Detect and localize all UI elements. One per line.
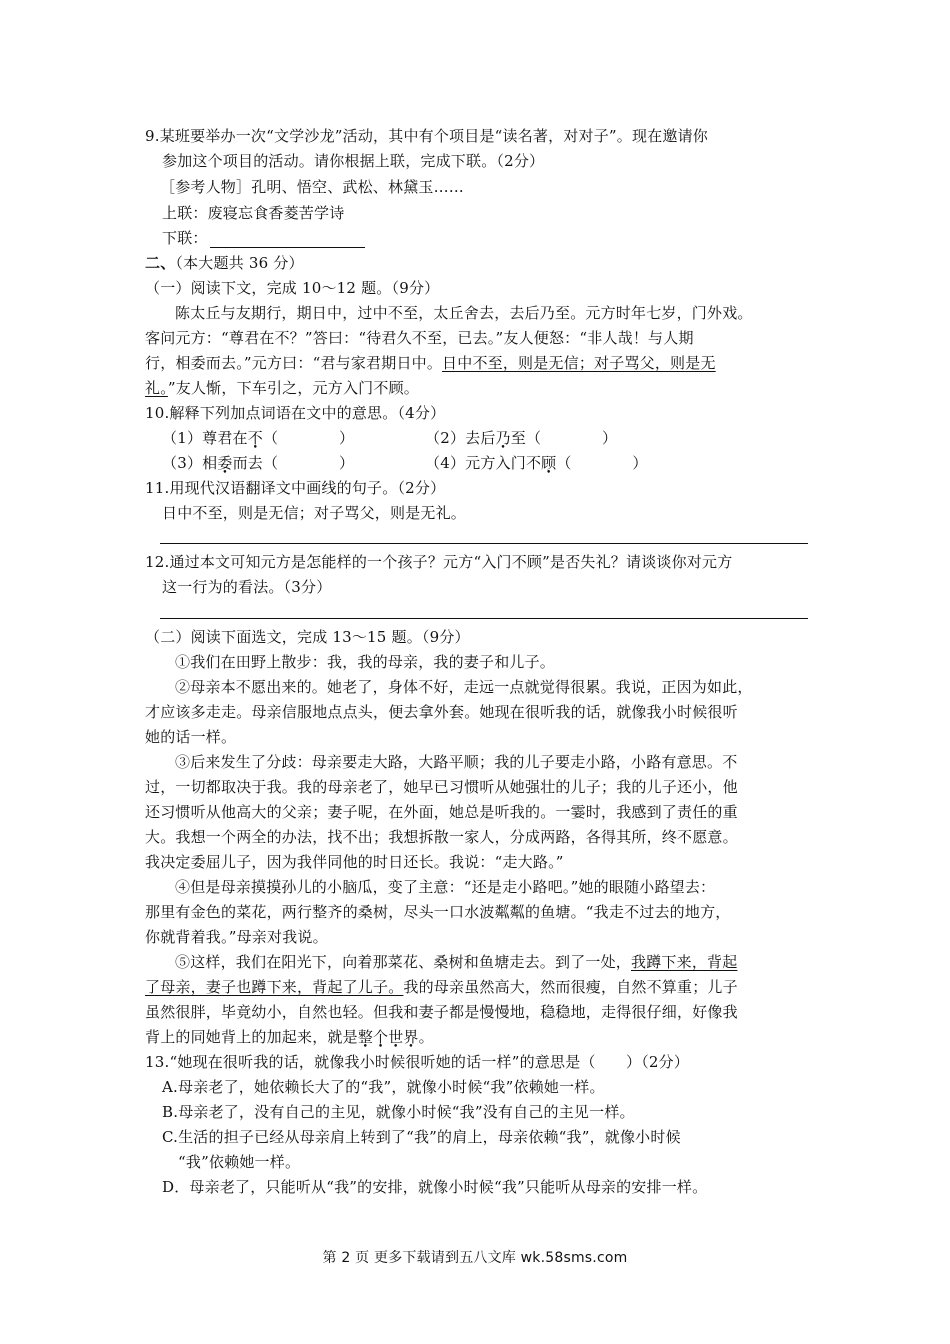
passage-2-para-3-line-2: 过，一切都取决于我。我的母亲老了，她早已习惯听从她强壮的儿子；我的儿子还小，他: [145, 778, 738, 796]
q10-item-1-text: （1）尊君在: [162, 429, 248, 447]
q10-item-3: [162, 453, 354, 473]
passage-2-para-2-line-2: 才应该多走走。母亲信服地点点头，便去拿外套。她现在很听我的话，就像我小时候很听: [145, 703, 738, 721]
q9-line-2: 参加这个项目的活动。请你根据上联，完成下联。（2分）: [162, 152, 545, 170]
q13-option-d[interactable]: D．母亲老了，只能听从“我”的安排，就像小时候“我”只能听从母亲的安排一样。: [162, 1178, 708, 1196]
passage-2-para-3-line-5: 我决定委屈儿子，因为我伴同他的时日还长。我说：“走大路。”: [145, 853, 564, 871]
q10-item-4: [425, 453, 648, 473]
passage-1-line-1: 陈太丘与友期行，期日中，过中不至，太丘舍去，去后乃至。元方时年七岁，门外戏。: [175, 304, 753, 322]
q9-line-1: 9.某班要举办一次“文学沙龙”活动，其中有个项目是“读名著，对对子”。现在邀请你: [145, 127, 708, 145]
passage-1-underlined-sentence-b: 礼。: [145, 379, 168, 397]
passage-2-para-1: ①我们在田野上散步：我，我的母亲，我的妻子和儿子。: [175, 653, 556, 671]
passage-2-para-3-line-3: 还习惯听从他高大的父亲；妻子呢，在外面，她总是听我的。一霎时，我感到了责任的重: [145, 803, 738, 821]
q13-option-c-line-1[interactable]: C.生活的担子已经从母亲肩上转到了“我”的肩上，母亲依赖“我”，就像小时候: [162, 1128, 681, 1146]
q10-item-3-answer[interactable]: 而去（ ）: [232, 454, 355, 472]
q10-item-1: [162, 428, 354, 448]
part-1-intro: （一）阅读下文，完成 10～12 题。（9分）: [145, 279, 440, 297]
q10-item-4-text: （4）元方入门不: [425, 454, 542, 472]
q10-item-3-text: （3）相: [162, 454, 218, 472]
passage-2-para-5-text-d: 背上的同她背上的加起来，就是: [145, 1028, 358, 1046]
passage-1-underlined-sentence-a: 日中不至，则是无信；对子骂父，则是无: [442, 354, 716, 372]
passage-2-para-2-line-1: ②母亲本不愿出来的。她老了，身体不好，走远一点就觉得很累。我说，正因为如此，: [175, 678, 753, 696]
passage-1-line-3: [145, 353, 716, 373]
q9-lower-couplet: [162, 228, 365, 248]
q11-answer-line[interactable]: [160, 543, 808, 544]
section-2-number: 二、: [145, 254, 176, 272]
passage-2-para-3-line-1: ③后来发生了分歧：母亲要走大路，大路平顺；我的儿子要走小路，小路有意思。不: [175, 753, 738, 771]
q10-item-4-answer[interactable]: （ ）: [556, 454, 648, 472]
passage-2-underlined-b: 了母亲，妻子也蹲下来，背起了儿子。: [145, 978, 404, 996]
passage-2-para-3-line-4: 大。我想一个两全的办法，找不出；我想拆散一家人，分成两路，各得其所，终不愿意。: [145, 828, 738, 846]
passage-1-line-4: [145, 378, 419, 398]
dotted-char-1: 整: [357, 1028, 374, 1046]
q10-item-1-dotted-word: 不: [247, 429, 263, 447]
q11-stem: 11.用现代汉语翻译文中画线的句子。（2分）: [145, 479, 446, 497]
q10-stem: 10.解释下列加点词语在文中的意思。（4分）: [145, 404, 446, 422]
passage-2-para-5-line-1: [175, 952, 737, 972]
dotted-char-4: 界: [403, 1028, 419, 1046]
q10-item-2-text: （2）去后: [425, 429, 496, 447]
passage-2-para-2-line-3: 她的话一样。: [145, 728, 237, 746]
passage-2-para-4-line-3: 你就背着我。”母亲对我说。: [145, 928, 328, 946]
passage-1-line-3-text: 行，相委而去。”元方曰：“君与家君期日中。: [145, 354, 443, 372]
q12-line-1: 12.通过本文可知元方是怎能样的一个孩子？元方“入门不顾”是否失礼？请谈谈你对元方: [145, 553, 733, 571]
passage-2-para-5-text-b: 我的母亲虽然高大，然而很瘦，自然不算重；儿子: [403, 978, 738, 996]
q13-option-a[interactable]: A.母亲老了，她依赖长大了的“我”，就像小时候“我”依赖她一样。: [162, 1078, 605, 1096]
q12-line-2: 这一行为的看法。（3分）: [162, 578, 332, 596]
passage-2-para-5-line-3: 虽然很胖，毕竟幼小，自然也轻。但我和妻子都是慢慢地，稳稳地，走得很仔细，好像我: [145, 1003, 738, 1021]
q10-item-2-dotted-word: 乃: [495, 429, 511, 447]
section-2-heading: [145, 253, 304, 273]
q13-option-b[interactable]: B.母亲老了，没有自己的主见，就像小时候“我”没有自己的主见一样。: [162, 1103, 635, 1121]
passage-2-para-5-end: 。: [418, 1028, 434, 1046]
part-2-intro: （二）阅读下面选文，完成 13～15 题。（9分）: [145, 628, 470, 646]
passage-2-para-5-line-4: [145, 1027, 434, 1047]
q10-item-2: [425, 428, 617, 448]
passage-2-underlined-a: 我蹲下来，背起: [631, 953, 738, 971]
q9-reference-characters: ［参考人物］孔明、悟空、武松、林黛玉……: [160, 178, 465, 196]
q11-sentence: 日中不至，则是无信；对子骂父，则是无礼。: [162, 504, 467, 522]
q9-upper-couplet: 上联：废寝忘食香菱苦学诗: [162, 204, 345, 222]
dotted-char-2: 个: [373, 1028, 389, 1046]
passage-2-para-5-line-2: [145, 977, 738, 997]
section-2-title: （本大题共 36 分）: [175, 254, 304, 272]
q10-item-4-dotted-word: 顾: [541, 454, 557, 472]
passage-2-para-5-text-a: ⑤这样，我们在阳光下，向着那菜花、桑树和鱼塘走去。到了一处，: [175, 953, 632, 971]
q10-item-1-answer[interactable]: （ ）: [262, 429, 355, 447]
q10-item-2-answer[interactable]: 至（ ）: [510, 429, 618, 447]
passage-2-para-4-line-2: 那里有金色的菜花，两行整齐的桑树，尽头一口水波粼粼的鱼塘。“我走不过去的地方，: [145, 903, 731, 921]
q13-option-c-line-2[interactable]: “我”依赖她一样。: [178, 1153, 301, 1171]
q10-item-3-dotted-word: 委: [217, 454, 233, 472]
dotted-char-3: 世: [388, 1028, 404, 1046]
q9-answer-blank[interactable]: [210, 231, 365, 248]
page-footer: 第 2 页 更多下载请到五八文库 wk.58sms.com: [322, 1250, 628, 1266]
passage-1-line-2: 客问元方：“尊君在不？”答曰：“待君久不至，已去。”友人便怒：“非人哉！与人期: [145, 329, 694, 347]
passage-1-line-4-text: ”友人惭，下车引之，元方入门不顾。: [167, 379, 419, 397]
q9-lower-label: 下联：: [162, 229, 208, 247]
q12-answer-line[interactable]: [160, 618, 808, 619]
q13-stem: 13.“她现在很听我的话，就像我小时候很听她的话一样”的意思是（ ）（2分）: [145, 1053, 690, 1071]
passage-2-para-4-line-1: ④但是母亲摸摸孙儿的小脑瓜，变了主意：“还是走小路吧。”她的眼随小路望去：: [175, 878, 716, 896]
